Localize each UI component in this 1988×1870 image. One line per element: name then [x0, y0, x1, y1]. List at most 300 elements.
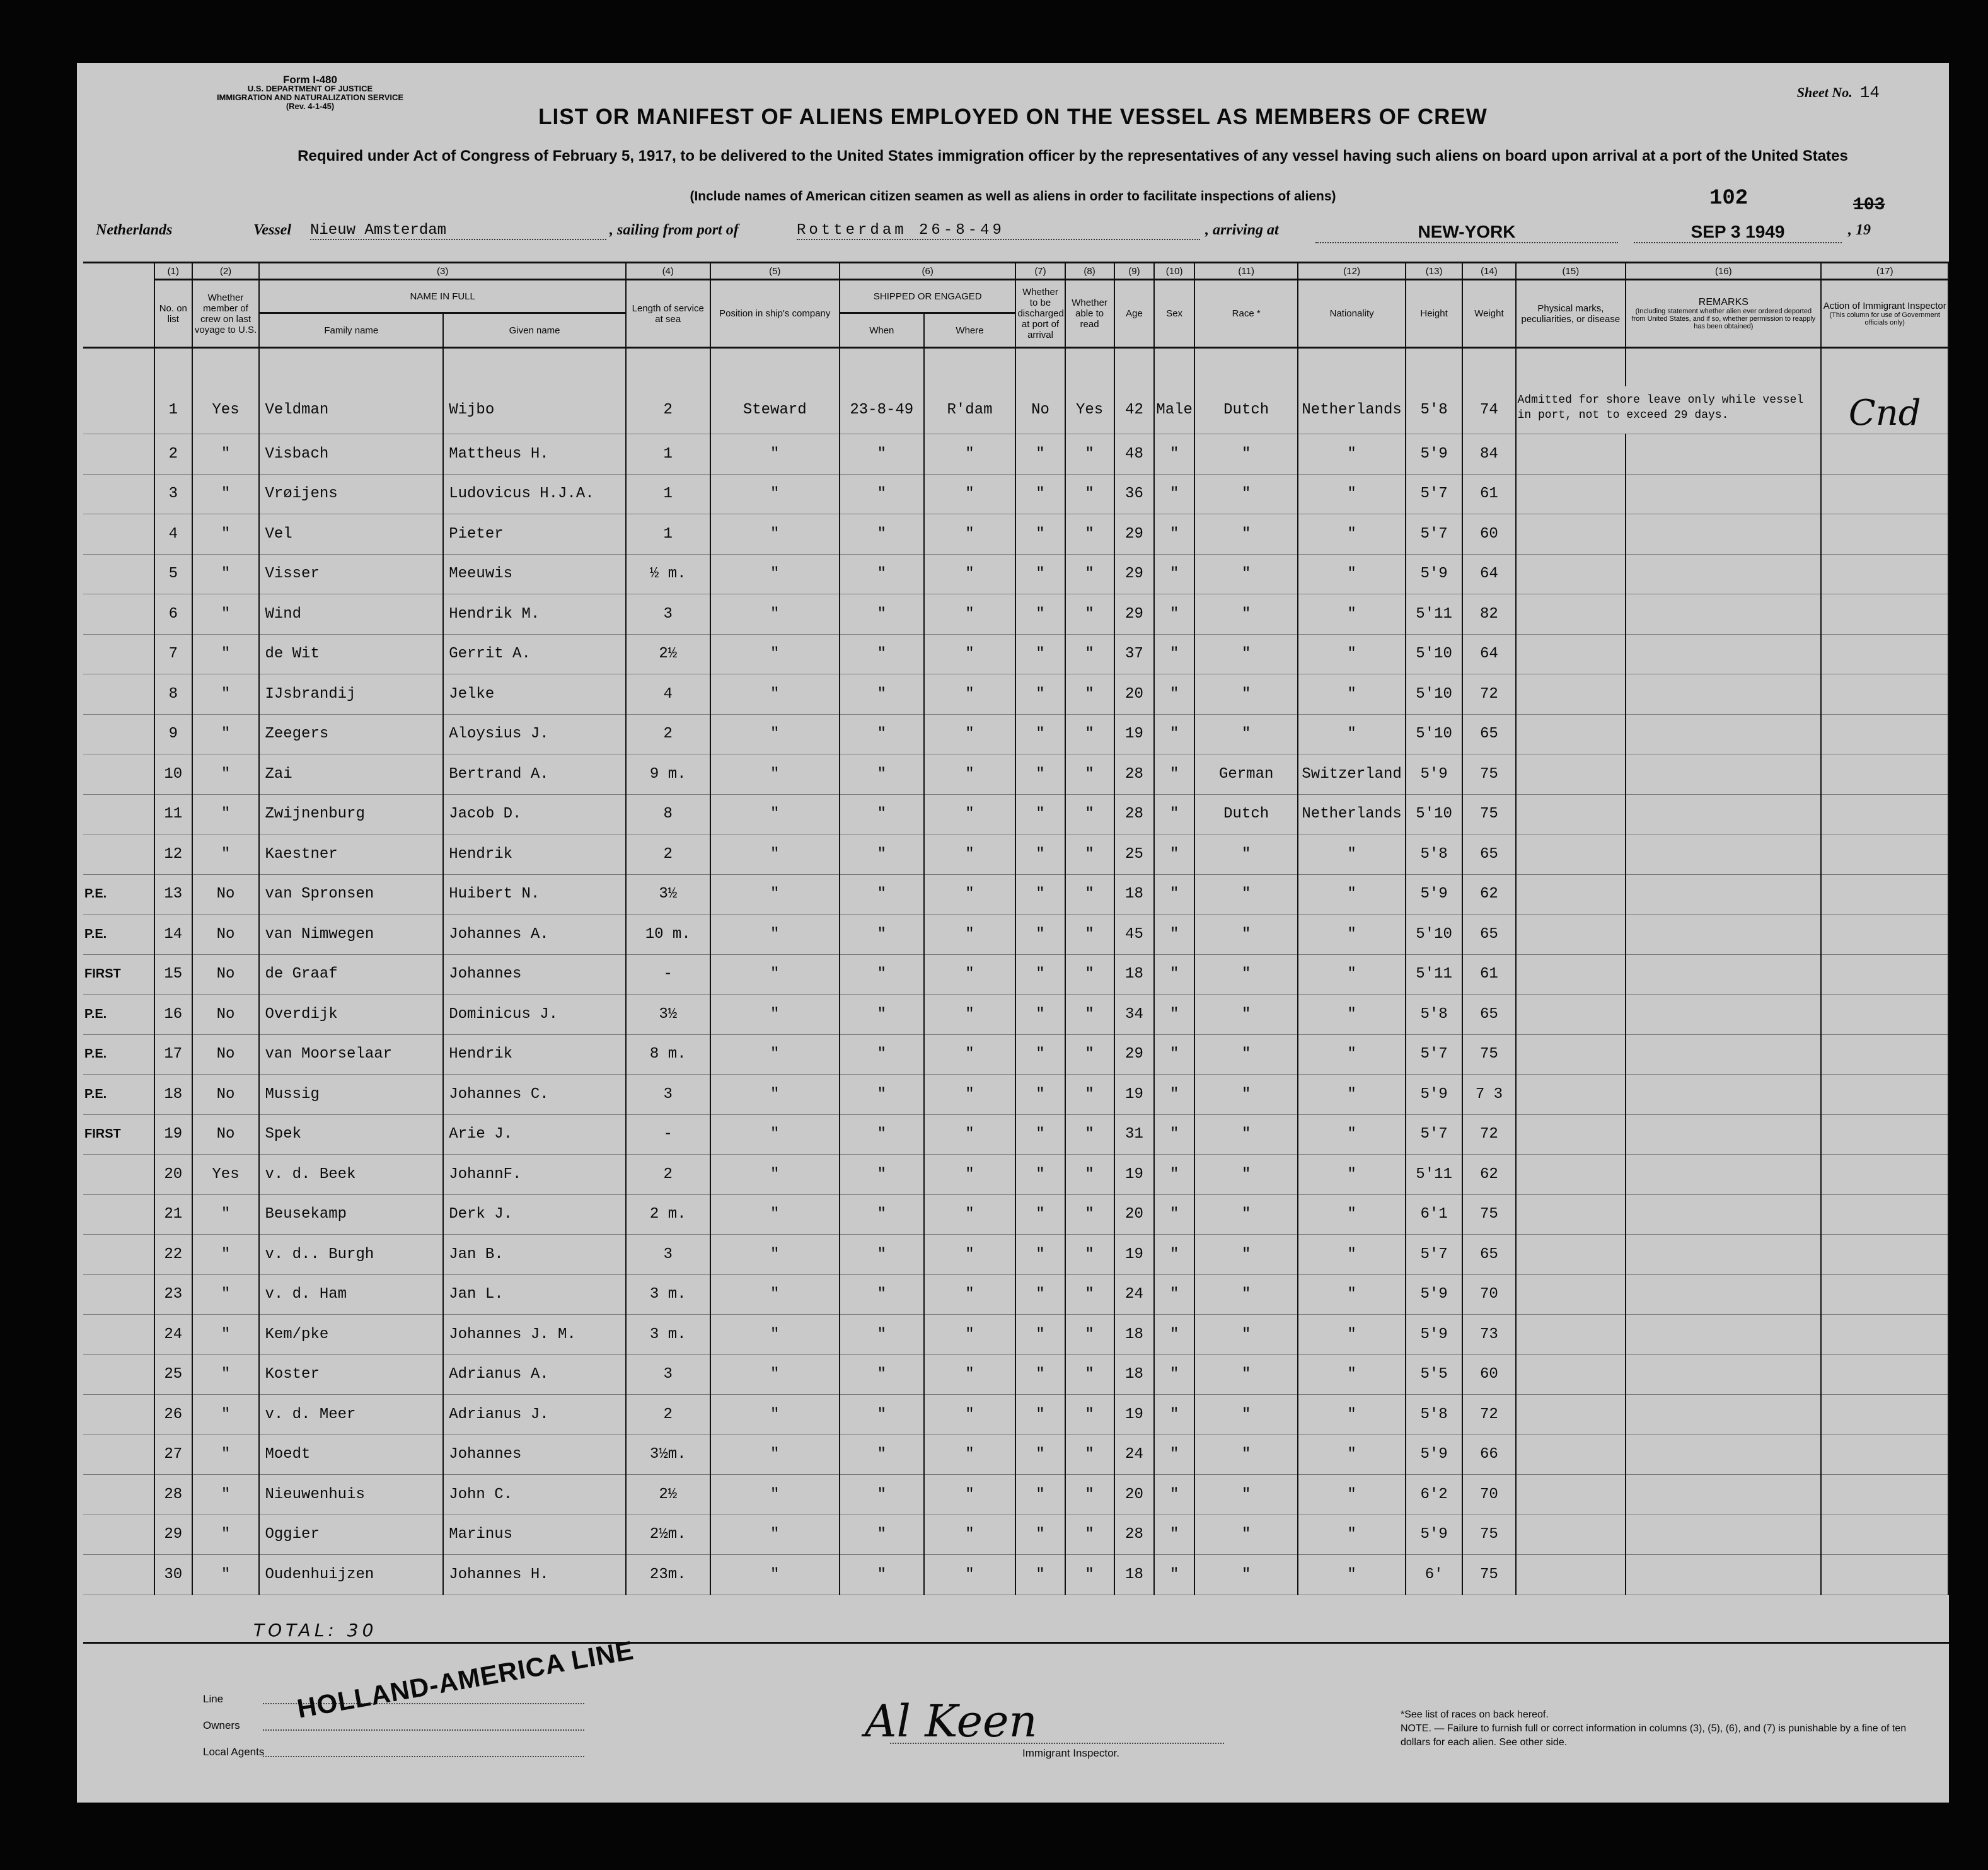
crew-row	[83, 1155, 1948, 1195]
manifest-sheet	[77, 63, 1949, 1803]
remarks-text: Admitted for shore leave only while vessel in port, not to exceed 29 days.	[1516, 386, 1822, 434]
length-of-service-cell: 2 m.	[626, 1194, 710, 1235]
family-name-cell: Kem/pke	[259, 1315, 443, 1355]
header-position: Position in ship's company	[710, 280, 840, 348]
last-voyage-cell: "	[192, 634, 260, 674]
shipped-when-cell: "	[840, 1235, 924, 1275]
shipped-when-cell: "	[840, 1434, 924, 1475]
nationality-cell: "	[1298, 674, 1406, 715]
shipped-where-cell: "	[924, 474, 1016, 514]
crew-row	[83, 794, 1948, 834]
family-name-cell: Zeegers	[259, 714, 443, 754]
shipped-where-cell: "	[924, 634, 1016, 674]
last-voyage-cell: "	[192, 514, 260, 555]
sex-cell: "	[1154, 754, 1194, 795]
height-cell: 5'7	[1406, 1235, 1462, 1275]
height-cell: 5'9	[1406, 874, 1462, 915]
physical-marks-cell	[1516, 1034, 1626, 1075]
crew-row	[83, 514, 1948, 555]
shipped-where-cell: "	[924, 1194, 1016, 1235]
shipped-where-cell: "	[924, 1555, 1016, 1595]
position-cell: "	[710, 474, 840, 514]
action-cell	[1821, 995, 1948, 1035]
shipped-where-cell: "	[924, 1075, 1016, 1115]
given-name-cell: Huibert N.	[443, 874, 626, 915]
sex-cell: "	[1154, 714, 1194, 754]
physical-marks-cell	[1516, 514, 1626, 555]
physical-marks-cell	[1516, 1194, 1626, 1235]
margin-note-cell	[83, 1235, 154, 1275]
last-voyage-cell: "	[192, 1354, 260, 1395]
action-cell	[1821, 634, 1948, 674]
age-cell: 19	[1114, 1395, 1155, 1435]
sex-cell: "	[1154, 834, 1194, 875]
given-name-cell: Johannes J. M.	[443, 1315, 626, 1355]
able-to-read-cell: "	[1065, 754, 1114, 795]
physical-marks-cell	[1516, 954, 1626, 995]
position-cell: "	[710, 1354, 840, 1395]
family-name-cell: Moedt	[259, 1434, 443, 1475]
margin-note-cell: P.E.	[83, 1034, 154, 1075]
header-remarks-note: (Including statement whether alien ever ordered deported from United States, and if so, whether permission to reapply has been obtained)	[1631, 308, 1816, 330]
height-cell: 5'9	[1406, 1515, 1462, 1555]
age-cell: 19	[1114, 1235, 1155, 1275]
shipped-where-cell: "	[924, 674, 1016, 715]
remarks-cell	[1626, 474, 1821, 514]
weight-cell: 70	[1462, 1475, 1515, 1515]
margin-note-cell	[83, 674, 154, 715]
height-cell: 6'1	[1406, 1194, 1462, 1235]
age-cell: 20	[1114, 1475, 1155, 1515]
discharged-cell: "	[1015, 834, 1065, 875]
sheet-number-label: Sheet No.	[1796, 84, 1852, 100]
height-cell: 5'10	[1406, 714, 1462, 754]
sailing-label: , sailing from port of	[610, 222, 739, 238]
action-cell	[1821, 1434, 1948, 1475]
physical-marks-cell	[1516, 754, 1626, 795]
shipped-where-cell: "	[924, 554, 1016, 594]
weight-cell: 65	[1462, 995, 1515, 1035]
nationality-cell: Netherlands	[1298, 794, 1406, 834]
given-name-cell: Hendrik	[443, 1034, 626, 1075]
family-name-cell: van Nimwegen	[259, 915, 443, 955]
action-cell	[1821, 874, 1948, 915]
margin-note-cell: P.E.	[83, 995, 154, 1035]
last-voyage-cell: Yes	[192, 1155, 260, 1195]
list-number-cell: 15	[154, 954, 192, 995]
remarks-cell	[1626, 1155, 1821, 1195]
age-cell: 29	[1114, 554, 1155, 594]
race-cell: "	[1194, 554, 1298, 594]
nationality-cell: Netherlands	[1298, 386, 1406, 434]
crew-row	[83, 1354, 1948, 1395]
position-cell: "	[710, 1155, 840, 1195]
weight-cell: 75	[1462, 1034, 1515, 1075]
able-to-read-cell: "	[1065, 794, 1114, 834]
length-of-service-cell: 10 m.	[626, 915, 710, 955]
action-cell	[1821, 1555, 1948, 1595]
position-cell: "	[710, 1434, 840, 1475]
physical-marks-cell	[1516, 794, 1626, 834]
given-name-cell: Johannes	[443, 954, 626, 995]
list-number-cell: 7	[154, 634, 192, 674]
action-cell	[1821, 794, 1948, 834]
action-cell	[1821, 915, 1948, 955]
race-cell: "	[1194, 1194, 1298, 1235]
shipped-when-cell: "	[840, 1194, 924, 1235]
shipped-where-cell: "	[924, 1034, 1016, 1075]
given-name-cell: Arie J.	[443, 1114, 626, 1155]
remarks-cell	[1626, 874, 1821, 915]
list-number-cell: 19	[154, 1114, 192, 1155]
shipped-when-cell: "	[840, 1274, 924, 1315]
list-number-cell: 4	[154, 514, 192, 555]
header-sex: Sex	[1154, 280, 1194, 348]
nationality-cell: Switzerland	[1298, 754, 1406, 795]
weight-cell: 75	[1462, 794, 1515, 834]
family-name-cell: de Wit	[259, 634, 443, 674]
col-number: (12)	[1298, 263, 1406, 280]
nationality-cell: "	[1298, 1354, 1406, 1395]
crew-row	[83, 1555, 1948, 1595]
crew-row	[83, 386, 1948, 434]
arriving-port: NEW-YORK	[1315, 222, 1618, 243]
discharged-cell: "	[1015, 434, 1065, 475]
discharged-cell: "	[1015, 514, 1065, 555]
sex-cell: "	[1154, 554, 1194, 594]
shipped-when-cell: "	[840, 995, 924, 1035]
race-cell: "	[1194, 1354, 1298, 1395]
last-voyage-cell: "	[192, 1235, 260, 1275]
position-cell: "	[710, 1395, 840, 1435]
able-to-read-cell: "	[1065, 1034, 1114, 1075]
nationality-cell: "	[1298, 554, 1406, 594]
length-of-service-cell: 3 m.	[626, 1274, 710, 1315]
company-stamp: HOLLAND-AMERICA LINE	[294, 1635, 636, 1724]
margin-note-cell: P.E.	[83, 874, 154, 915]
weight-cell: 64	[1462, 634, 1515, 674]
remarks-cell	[1626, 1274, 1821, 1315]
remarks-cell	[1626, 1395, 1821, 1435]
able-to-read-cell: "	[1065, 1315, 1114, 1355]
last-voyage-cell: "	[192, 1194, 260, 1235]
physical-marks-cell	[1516, 1395, 1626, 1435]
shipped-where-cell: R'dam	[924, 386, 1016, 434]
weight-cell: 62	[1462, 874, 1515, 915]
sex-cell: "	[1154, 1235, 1194, 1275]
shipped-where-cell: "	[924, 1155, 1016, 1195]
col-number: (11)	[1194, 263, 1298, 280]
col-number: (14)	[1462, 263, 1515, 280]
list-number-cell: 1	[154, 386, 192, 434]
shipped-when-cell: "	[840, 1114, 924, 1155]
action-cell	[1821, 1155, 1948, 1195]
discharged-cell: "	[1015, 1194, 1065, 1235]
shipped-where-cell: "	[924, 1434, 1016, 1475]
height-cell: 5'5	[1406, 1354, 1462, 1395]
remarks-cell	[1626, 1434, 1821, 1475]
length-of-service-cell: 1	[626, 514, 710, 555]
race-cell: "	[1194, 514, 1298, 555]
sex-cell: "	[1154, 474, 1194, 514]
shipped-where-cell: "	[924, 834, 1016, 875]
able-to-read-cell: "	[1065, 874, 1114, 915]
last-voyage-cell: No	[192, 995, 260, 1035]
list-number-cell: 9	[154, 714, 192, 754]
able-to-read-cell: "	[1065, 1395, 1114, 1435]
discharged-cell: "	[1015, 474, 1065, 514]
discharged-cell: "	[1015, 915, 1065, 955]
able-to-read-cell: "	[1065, 594, 1114, 635]
sex-cell: "	[1154, 1434, 1194, 1475]
given-name-cell: Ludovicus H.J.A.	[443, 474, 626, 514]
race-cell: "	[1194, 434, 1298, 475]
remarks-cell	[1626, 554, 1821, 594]
discharged-cell: "	[1015, 1354, 1065, 1395]
last-voyage-cell: "	[192, 1395, 260, 1435]
age-cell: 36	[1114, 474, 1155, 514]
length-of-service-cell: 3½	[626, 874, 710, 915]
action-cell	[1821, 594, 1948, 635]
weight-cell: 72	[1462, 1114, 1515, 1155]
list-number-cell: 18	[154, 1075, 192, 1115]
header-length-service: Length of service at sea	[626, 280, 710, 348]
physical-marks-cell	[1516, 474, 1626, 514]
margin-note-cell	[83, 554, 154, 594]
action-cell	[1821, 1114, 1948, 1155]
position-cell: "	[710, 1475, 840, 1515]
form-service: IMMIGRATION AND NATURALIZATION SERVICE	[216, 93, 404, 102]
weight-cell: 75	[1462, 1515, 1515, 1555]
action-cell	[1821, 1475, 1948, 1515]
discharged-cell: "	[1015, 714, 1065, 754]
race-cell: "	[1194, 474, 1298, 514]
length-of-service-cell: -	[626, 1114, 710, 1155]
length-of-service-cell: 8 m.	[626, 1034, 710, 1075]
crew-row	[83, 714, 1948, 754]
age-cell: 24	[1114, 1434, 1155, 1475]
shipped-where-cell: "	[924, 1354, 1016, 1395]
physical-marks-cell	[1516, 995, 1626, 1035]
physical-marks-cell	[1516, 554, 1626, 594]
given-name-cell: Johannes H.	[443, 1555, 626, 1595]
last-voyage-cell: No	[192, 954, 260, 995]
height-cell: 5'10	[1406, 674, 1462, 715]
able-to-read-cell: "	[1065, 674, 1114, 715]
action-cell	[1821, 1315, 1948, 1355]
family-name-cell: Spek	[259, 1114, 443, 1155]
header-action-note: (This column for use of Government officials only)	[1829, 311, 1940, 326]
given-name-cell: Aloysius J.	[443, 714, 626, 754]
physical-marks-cell	[1516, 434, 1626, 475]
physical-marks-cell	[1516, 874, 1626, 915]
last-voyage-cell: No	[192, 1034, 260, 1075]
length-of-service-cell: 3½	[626, 995, 710, 1035]
position-cell: "	[710, 1235, 840, 1275]
sex-cell: "	[1154, 1555, 1194, 1595]
height-cell: 5'9	[1406, 1434, 1462, 1475]
shipped-where-cell: "	[924, 434, 1016, 475]
crew-row	[83, 1475, 1948, 1515]
remarks-cell	[1626, 714, 1821, 754]
physical-marks-cell	[1516, 1515, 1626, 1555]
shipped-when-cell: "	[840, 1555, 924, 1595]
header-when: When	[840, 313, 924, 348]
inspector-signature: Al Keen	[865, 1695, 1037, 1747]
arriving-label: , arriving at	[1205, 222, 1279, 238]
given-name-cell: Hendrik M.	[443, 594, 626, 635]
position-cell: "	[710, 554, 840, 594]
position-cell: "	[710, 834, 840, 875]
shipped-when-cell: "	[840, 1155, 924, 1195]
able-to-read-cell: "	[1065, 554, 1114, 594]
race-cell: "	[1194, 594, 1298, 635]
shipped-when-cell: "	[840, 674, 924, 715]
able-to-read-cell: "	[1065, 514, 1114, 555]
weight-cell: 84	[1462, 434, 1515, 475]
able-to-read-cell: "	[1065, 1194, 1114, 1235]
discharged-cell: "	[1015, 995, 1065, 1035]
last-voyage-cell: "	[192, 1274, 260, 1315]
shipped-where-cell: "	[924, 1395, 1016, 1435]
owners-field	[263, 1729, 584, 1731]
last-voyage-cell: "	[192, 674, 260, 715]
action-cell	[1821, 1515, 1948, 1555]
sex-cell: "	[1154, 915, 1194, 955]
header-remarks-title: REMARKS	[1698, 297, 1748, 308]
shipped-when-cell: "	[840, 594, 924, 635]
nationality-cell: "	[1298, 634, 1406, 674]
given-name-cell: Meeuwis	[443, 554, 626, 594]
crew-row	[83, 834, 1948, 875]
nationality-cell: "	[1298, 1475, 1406, 1515]
discharged-cell: "	[1015, 794, 1065, 834]
race-cell: "	[1194, 915, 1298, 955]
weight-cell: 73	[1462, 1315, 1515, 1355]
nationality-cell: "	[1298, 714, 1406, 754]
last-voyage-cell: "	[192, 1434, 260, 1475]
shipped-when-cell: "	[840, 915, 924, 955]
margin-header	[83, 263, 154, 348]
crew-row	[83, 634, 1948, 674]
margin-note-cell	[83, 386, 154, 434]
sex-cell: "	[1154, 1515, 1194, 1555]
action-cell	[1821, 474, 1948, 514]
able-to-read-cell: "	[1065, 954, 1114, 995]
list-number-cell: 21	[154, 1194, 192, 1235]
length-of-service-cell: 3	[626, 594, 710, 635]
given-name-cell: Adrianus J.	[443, 1395, 626, 1435]
col-number: (8)	[1065, 263, 1114, 280]
footer-divider	[83, 1642, 1949, 1644]
list-number-cell: 27	[154, 1434, 192, 1475]
height-cell: 6'	[1406, 1555, 1462, 1595]
sex-cell: "	[1154, 1315, 1194, 1355]
sex-cell: "	[1154, 1194, 1194, 1235]
length-of-service-cell: 8	[626, 794, 710, 834]
header-able-to-read: Whether able to read	[1065, 280, 1114, 348]
col-number: (10)	[1154, 263, 1194, 280]
race-cell: "	[1194, 954, 1298, 995]
height-cell: 6'2	[1406, 1475, 1462, 1515]
position-cell: "	[710, 1194, 840, 1235]
able-to-read-cell: "	[1065, 995, 1114, 1035]
remarks-cell	[1626, 794, 1821, 834]
sex-cell: "	[1154, 1114, 1194, 1155]
height-cell: 5'9	[1406, 1315, 1462, 1355]
age-cell: 29	[1114, 514, 1155, 555]
nationality-cell: "	[1298, 874, 1406, 915]
owners-label: Owners	[203, 1719, 240, 1731]
able-to-read-cell: "	[1065, 1475, 1114, 1515]
physical-marks-cell	[1516, 1315, 1626, 1355]
list-number-cell: 6	[154, 594, 192, 635]
nationality-cell: "	[1298, 1114, 1406, 1155]
physical-marks-cell	[1516, 1075, 1626, 1115]
nationality-cell: "	[1298, 1075, 1406, 1115]
crew-row	[83, 1034, 1948, 1075]
family-name-cell: Oudenhuijzen	[259, 1555, 443, 1595]
action-cell	[1821, 674, 1948, 715]
height-cell: 5'10	[1406, 915, 1462, 955]
race-cell: "	[1194, 834, 1298, 875]
age-cell: 19	[1114, 714, 1155, 754]
position-cell: "	[710, 434, 840, 475]
given-name-cell: Derk J.	[443, 1194, 626, 1235]
action-cell	[1821, 754, 1948, 795]
stamp-number: 102	[1709, 187, 1748, 211]
height-cell: 5'7	[1406, 474, 1462, 514]
margin-note-cell: P.E.	[83, 1075, 154, 1115]
remarks-cell	[1626, 1114, 1821, 1155]
remarks-cell	[1626, 1354, 1821, 1395]
position-cell: "	[710, 714, 840, 754]
shipped-when-cell: "	[840, 714, 924, 754]
footer-note	[1401, 1708, 1917, 1750]
race-cell: "	[1194, 1555, 1298, 1595]
able-to-read-cell: "	[1065, 1555, 1114, 1595]
sex-cell: "	[1154, 794, 1194, 834]
shipped-when-cell: "	[840, 834, 924, 875]
height-cell: 5'7	[1406, 1034, 1462, 1075]
header-discharged: Whether to be discharged at port of arrival	[1015, 280, 1065, 348]
nationality-cell: "	[1298, 594, 1406, 635]
family-name-cell: Nieuwenhuis	[259, 1475, 443, 1515]
race-cell: "	[1194, 1155, 1298, 1195]
given-name-cell: Dominicus J.	[443, 995, 626, 1035]
sex-cell: "	[1154, 1475, 1194, 1515]
list-number-cell: 3	[154, 474, 192, 514]
remarks-cell	[1626, 1475, 1821, 1515]
crew-row	[83, 995, 1948, 1035]
shipped-where-cell: "	[924, 754, 1016, 795]
col-number: (6)	[840, 263, 1015, 280]
weight-cell: 75	[1462, 1194, 1515, 1235]
remarks-cell	[1626, 995, 1821, 1035]
shipped-when-cell: "	[840, 1315, 924, 1355]
crew-row	[83, 434, 1948, 475]
family-name-cell: van Moorselaar	[259, 1034, 443, 1075]
action-cell	[1821, 1034, 1948, 1075]
last-voyage-cell: "	[192, 554, 260, 594]
remarks-cell	[1626, 514, 1821, 555]
family-name-cell: van Spronsen	[259, 874, 443, 915]
margin-note-cell	[83, 1274, 154, 1315]
shipped-where-cell: "	[924, 514, 1016, 555]
voyage-line	[96, 222, 1924, 247]
margin-note-cell	[83, 834, 154, 875]
margin-note-cell	[83, 1194, 154, 1235]
